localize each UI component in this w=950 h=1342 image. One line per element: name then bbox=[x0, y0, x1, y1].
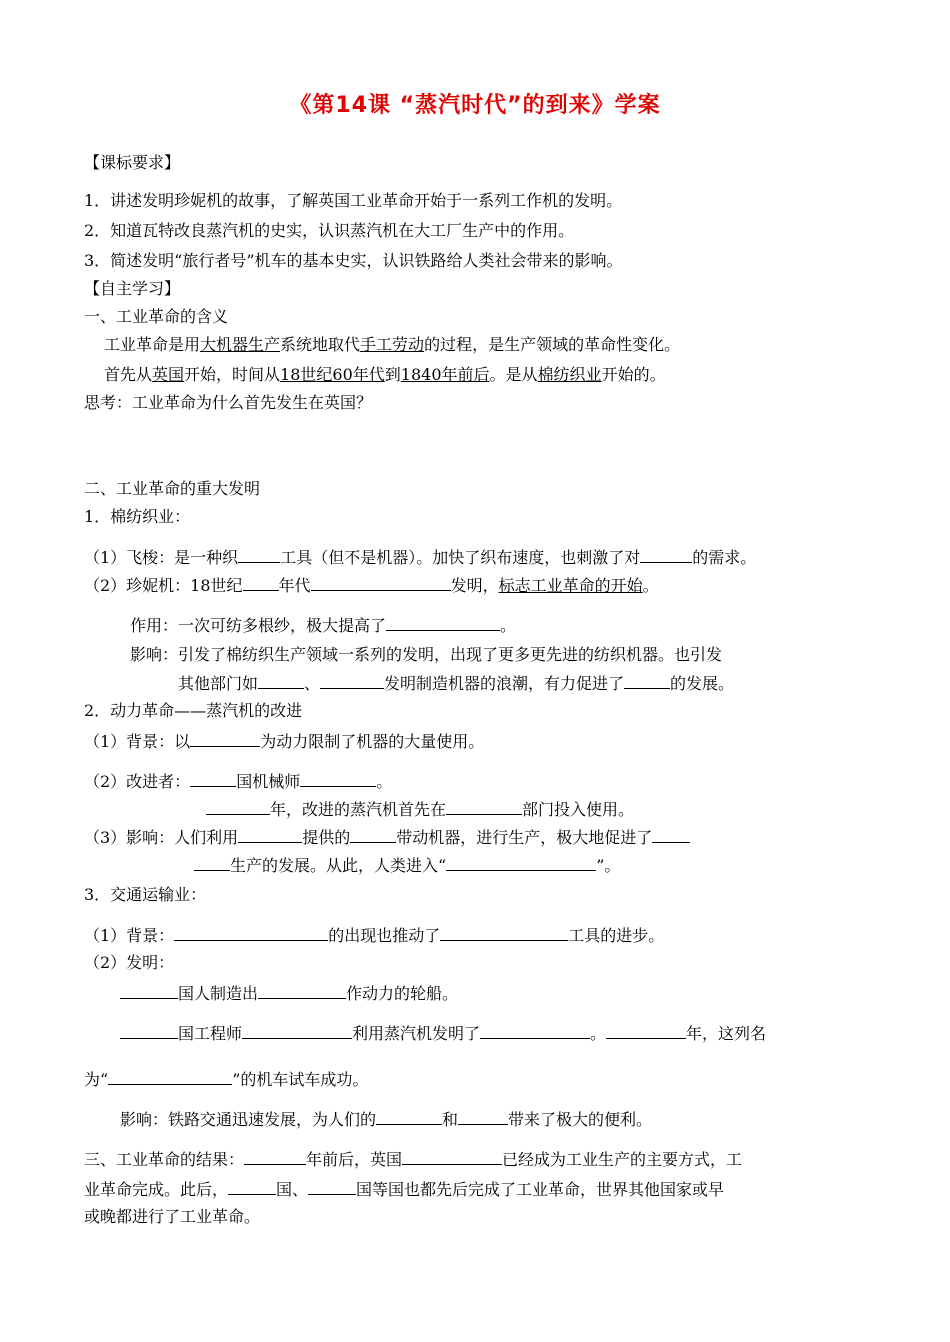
blank[interactable] bbox=[480, 1022, 590, 1039]
blank[interactable] bbox=[238, 826, 302, 843]
steam-background-line: （1）背景：以 为动力限制了机器的大量使用。 bbox=[84, 732, 485, 751]
blank[interactable] bbox=[652, 826, 690, 843]
blank[interactable] bbox=[194, 854, 230, 871]
jenny-effect-line: 作用：一次可纺多根纱，极大提高了 。 bbox=[130, 616, 517, 635]
jenny-line: （2）珍妮机：18世纪 年代 发明，标志工业革命的开始。 bbox=[84, 576, 659, 595]
blank[interactable] bbox=[190, 730, 260, 747]
answer-start-mark: 标志工业革命的开始 bbox=[498, 576, 643, 595]
blank[interactable] bbox=[440, 924, 568, 941]
blank[interactable] bbox=[386, 614, 500, 631]
blank[interactable] bbox=[311, 574, 451, 591]
blank[interactable] bbox=[258, 982, 346, 999]
blank[interactable] bbox=[174, 924, 328, 941]
power-heading: 2．动力革命——蒸汽机的改进 bbox=[84, 701, 303, 720]
definition-line: 工业革命是用大机器生产系统地取代手工劳动的过程，是生产领域的革命性变化。 bbox=[104, 335, 681, 354]
section2-title: 二、工业革命的重大发明 bbox=[84, 479, 261, 498]
blank[interactable] bbox=[606, 1022, 686, 1039]
transport-heading: 3．交通运输业： bbox=[84, 885, 207, 904]
blank[interactable] bbox=[206, 798, 270, 815]
locomotive-line: 国工程师 利用蒸汽机发明了 。 年，这列名 bbox=[120, 1022, 766, 1045]
answer-cotton: 棉纺织业 bbox=[537, 365, 602, 384]
blank[interactable] bbox=[300, 770, 376, 787]
blank[interactable] bbox=[238, 546, 280, 563]
page-title: 《第14课 “蒸汽时代”的到来》学案 bbox=[289, 93, 661, 118]
results-line-3: 或晚都进行了工业革命。 bbox=[84, 1207, 261, 1226]
blank[interactable] bbox=[350, 826, 396, 843]
transport-background-line: （1）背景： 的出现也推动了 工具的进步。 bbox=[84, 926, 665, 945]
jenny-influence-line-1: 影响：引发了棉纺织生产领域一系列的发明，出现了更多更先进的纺织机器。也引发 bbox=[130, 645, 723, 664]
answer-big-machine: 大机器生产 bbox=[200, 335, 281, 354]
blank[interactable] bbox=[244, 1148, 306, 1165]
blank[interactable] bbox=[190, 770, 236, 787]
blank[interactable] bbox=[120, 982, 178, 999]
blank[interactable] bbox=[446, 854, 596, 871]
cotton-heading: 1．棉纺织业： bbox=[84, 507, 191, 526]
results-line-1: 三、工业革命的结果： 年前后，英国 已经成为工业生产的主要方式，工 bbox=[84, 1150, 743, 1169]
improver-line: （2）改进者： 国机械师 。 bbox=[84, 772, 393, 791]
answer-manual-labor: 手工劳动 bbox=[360, 335, 425, 354]
think-question: 思考：工业革命为什么首先发生在英国？ bbox=[84, 393, 373, 412]
blank[interactable] bbox=[640, 546, 692, 563]
answer-britain: 英国 bbox=[152, 365, 185, 384]
results-line-2: 业革命完成。此后， 国、 国等国也都先后完成了工业革命，世界其他国家或早 bbox=[84, 1180, 725, 1199]
blank[interactable] bbox=[108, 1068, 232, 1085]
inventions-heading: （2）发明： bbox=[84, 953, 175, 972]
blank[interactable] bbox=[228, 1178, 276, 1195]
blank[interactable] bbox=[258, 672, 304, 689]
steam-year-line: 年，改进的蒸汽机首先在 部门投入使用。 bbox=[206, 798, 634, 821]
steam-impact-line-2: 生产的发展。从此，人类进入“ ”。 bbox=[194, 854, 620, 877]
locomotive-name-line: 为“ ”的机车试车成功。 bbox=[84, 1070, 369, 1089]
origin-line: 首先从英国开始，时间从18世纪60年代到1840年前后。是从棉纺织业开始的。 bbox=[104, 365, 666, 384]
steam-impact-line-1: （3）影响：人们利用 提供的 带动机器，进行生产，极大地促进了 bbox=[84, 826, 690, 849]
jenny-influence-line-2: 其他部门如 、 发明制造机器的浪潮，有力促进了 的发展。 bbox=[178, 674, 735, 693]
section1-title: 一、工业革命的含义 bbox=[84, 307, 229, 326]
blank[interactable] bbox=[624, 672, 670, 689]
answer-1760s: 18世纪60年代 bbox=[280, 365, 385, 384]
flying-shuttle-line: （1）飞梭：是一种织 工具（但不是机器）。加快了织布速度，也刺激了对 的需求。 bbox=[84, 548, 757, 567]
steamship-line: 国人制造出 作动力的轮船。 bbox=[120, 982, 458, 1005]
standard-item-1: 1．讲述发明珍妮机的故事，了解英国工业革命开始于一系列工作机的发明。 bbox=[84, 191, 623, 210]
answer-1840: 1840年前后 bbox=[400, 365, 490, 384]
blank[interactable] bbox=[308, 1178, 356, 1195]
railway-impact-line: 影响：铁路交通迅速发展，为人们的 和 带来了极大的便利。 bbox=[120, 1110, 653, 1129]
blank[interactable] bbox=[458, 1108, 508, 1125]
blank[interactable] bbox=[243, 574, 279, 591]
blank[interactable] bbox=[376, 1108, 442, 1125]
blank[interactable] bbox=[446, 798, 522, 815]
blank[interactable] bbox=[320, 672, 384, 689]
standard-item-2: 2．知道瓦特改良蒸汽机的史实，认识蒸汽机在大工厂生产中的作用。 bbox=[84, 221, 575, 240]
standard-item-3: 3．简述发明“旅行者号”机车的基本史实，认识铁路给人类社会带来的影响。 bbox=[84, 251, 623, 270]
blank[interactable] bbox=[242, 1022, 352, 1039]
standards-header: 【课标要求】 bbox=[84, 153, 181, 172]
blank[interactable] bbox=[120, 1022, 178, 1039]
blank[interactable] bbox=[402, 1148, 502, 1165]
self-study-header: 【自主学习】 bbox=[84, 279, 181, 298]
